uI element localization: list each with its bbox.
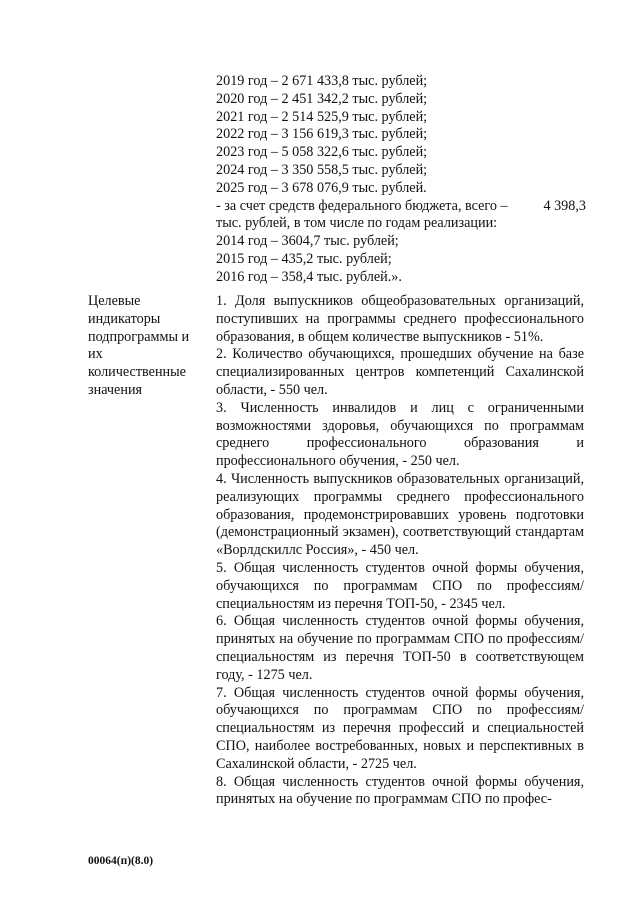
row-label-line: количественные bbox=[88, 364, 186, 381]
funding-year-line: 2023 год – 5 058 322,6 тыс. рублей; bbox=[216, 144, 428, 161]
indicator-item: 2. Количество обучающихся, прошедших обучение на базе специализированных центров компетенций Сахалинской области, - 550 чел. bbox=[216, 346, 584, 398]
indicator-item: 4. Численность выпускников образовательных организаций, реализующих программы среднего профессионального образования, продемонстрировавших уровень подготовки (демонстрационный экзамен), соответствующий стандартам «Ворлдскиллс Россия», - 450 чел. bbox=[216, 470, 584, 559]
federal-budget-row bbox=[216, 198, 586, 216]
funding-year-line: 2020 год – 2 451 342,2 тыс. рублей; bbox=[216, 90, 428, 107]
funding-year-line: 2022 год – 3 156 619,3 тыс. рублей; bbox=[216, 126, 428, 143]
funding-year-line: 2024 год – 3 350 558,5 тыс. рублей; bbox=[216, 161, 428, 178]
federal-budget-intro: - за счет средств федерального бюджета, всего – bbox=[216, 197, 508, 214]
federal-year-line: 2015 год – 435,2 тыс. рублей; bbox=[216, 250, 392, 267]
indicator-item: 6. Общая численность студентов очной формы обучения, принятых на обучение по программам СПО по профессиям/специальностям из перечня ТОП-50 в соответствующем году, - 1275 чел. bbox=[216, 613, 584, 683]
funding-block bbox=[216, 73, 586, 287]
federal-year-line: 2016 год – 358,4 тыс. рублей.». bbox=[216, 268, 402, 285]
indicator-item: 8. Общая численность студентов очной формы обучения, принятых на обучение по программам СПО по профес- bbox=[216, 773, 584, 808]
row-label bbox=[88, 293, 206, 400]
indicators-list bbox=[216, 293, 584, 809]
funding-year-line: 2019 год – 2 671 433,8 тыс. рублей; bbox=[216, 73, 428, 89]
row-label-line: подпрограммы и bbox=[88, 328, 190, 345]
row-label-line: Целевые bbox=[88, 293, 141, 309]
federal-year-line: 2014 год – 3604,7 тыс. рублей; bbox=[216, 233, 399, 250]
funding-year-line: 2025 год – 3 678 076,9 тыс. рублей. bbox=[216, 179, 427, 196]
row-label-line: значения bbox=[88, 381, 143, 398]
indicator-item: 1. Доля выпускников общеобразовательных организаций, поступивших на программы среднего профессионального образования, в общем количестве выпускников - 51%. bbox=[216, 293, 584, 345]
federal-budget-total: 4 398,3 bbox=[543, 197, 586, 214]
indicator-item: 3. Численность инвалидов и лиц с ограниченными возможностями здоровья, обучающихся по программам среднего профессионального образования и профессионального обучения, - 250 чел. bbox=[216, 399, 584, 470]
funding-year-line: 2021 год – 2 514 525,9 тыс. рублей; bbox=[216, 108, 428, 125]
federal-budget-tail: тыс. рублей, в том числе по годам реализации: bbox=[216, 215, 498, 232]
document-code: 00064(п)(8.0) bbox=[88, 855, 154, 867]
indicator-item: 7. Общая численность студентов очной формы обучения, обучающихся по программам СПО по профессиям/специальностям из перечня профессий и специальностей СПО, наиболее востребованных, новых и перспективных в Сахалинской области, - 2725 чел. bbox=[216, 684, 584, 772]
indicator-item: 5. Общая численность студентов очной формы обучения, обучающихся по программам СПО по профессиям/специальностям из перечня ТОП-50, - 2345 чел. bbox=[216, 559, 584, 612]
row-label-line: их bbox=[88, 346, 103, 363]
row-label-line: индикаторы bbox=[88, 310, 161, 327]
